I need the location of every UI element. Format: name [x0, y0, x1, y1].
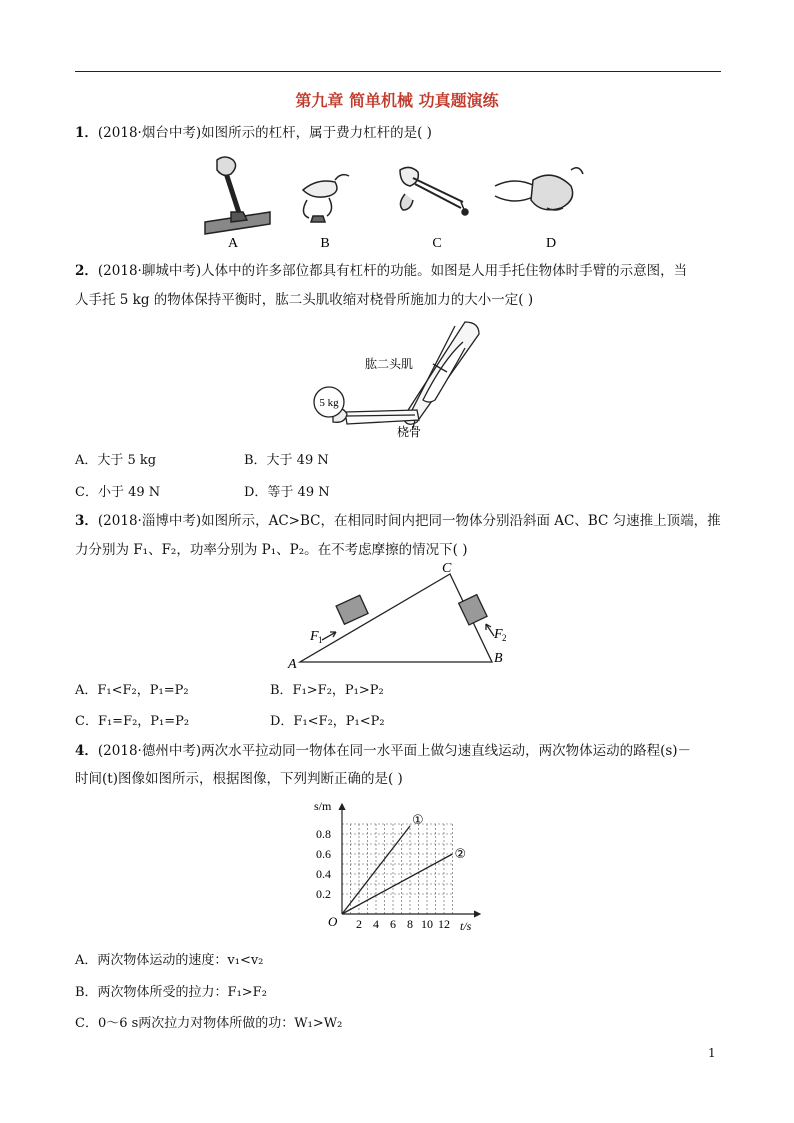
- q2-fig-bone-label: 桡骨: [397, 425, 422, 439]
- q4-graph: [310, 798, 490, 938]
- q4-line2: 时间(t)图像如图所示，根据图像，下列判断正确的是( ): [75, 771, 403, 787]
- y-tick-label: 0.4: [316, 867, 331, 881]
- q3-line2: 力分别为 F₁、F₂，功率分别为 P₁、P₂。在不考虑摩擦的情况下( ): [75, 542, 468, 558]
- x-tick-label: 6: [390, 917, 396, 931]
- q2-figure: [305, 312, 505, 442]
- q2-line1: [75, 262, 687, 280]
- page-title: 第九章 简单机械 功真题演练: [295, 91, 499, 110]
- q3-line1: [75, 512, 721, 530]
- incline-triangle: [300, 574, 492, 662]
- q2-fig-muscle-label: 肱二头肌: [365, 357, 414, 371]
- q3-number: 3．: [75, 513, 98, 529]
- origin-label: O: [328, 914, 338, 929]
- x-tick-label: 12: [438, 917, 450, 931]
- q2-number: 2．: [75, 263, 98, 279]
- q3-label-f1-sub: 1: [318, 635, 323, 645]
- q2-text-1: (2018·聊城中考)人体中的许多部位都具有杠杆的功能。如图是人用手托住物体时手臂的示意图，当: [97, 263, 688, 279]
- q4-option-c: C．0～6 s两次拉力对物体所做的功：W₁>W₂: [75, 1016, 343, 1031]
- y-tick-label: 0.6: [316, 847, 331, 861]
- lever-a-illustration: [205, 157, 270, 234]
- y-tick-label: 0.8: [316, 827, 331, 841]
- q2-option-b: B．大于 49 N: [244, 453, 329, 468]
- q4-number: 4．: [75, 743, 98, 759]
- x-tick-label: 10: [421, 917, 433, 931]
- lever-b-illustration: [303, 175, 349, 222]
- q2-option-d: D．等于 49 N: [244, 485, 330, 500]
- q1-number: 1．: [75, 125, 98, 141]
- q1-label-c: C: [432, 236, 442, 250]
- q4-option-a: A．两次物体运动的速度：v₁<v₂: [75, 953, 264, 968]
- q2-fig-mass-label: 5 kg: [319, 397, 339, 409]
- q3-option-c: C．F₁=F₂，P₁=P₂: [75, 714, 190, 729]
- series-2-label: ②: [454, 847, 467, 862]
- q4-text-1: (2018·德州中考)两次水平拉动同一物体在同一水平面上做匀速直线运动，两次物体运动的路程(s)－: [97, 743, 692, 759]
- q1-text: (2018·烟台中考)如图所示的杠杆，属于费力杠杆的是( ): [97, 125, 432, 141]
- q3-label-c: C: [442, 561, 452, 576]
- q2-option-c: C．小于 49 N: [75, 485, 161, 500]
- q1-figure: [195, 150, 595, 250]
- header-rule: [75, 71, 721, 72]
- q4-line1: [75, 742, 691, 760]
- q3-figure: [282, 560, 522, 672]
- q3-label-f2-sub: 2: [502, 633, 507, 643]
- q1-label-b: B: [320, 236, 330, 250]
- x-axis-label: t/s: [460, 919, 472, 933]
- x-tick-label: 8: [407, 917, 413, 931]
- series-1-label: ①: [412, 813, 424, 828]
- q4-option-b: B．两次物体所受的拉力：F₁>F₂: [75, 985, 267, 1000]
- q3-label-f2: F: [494, 627, 503, 642]
- x-tick-label: 4: [373, 917, 379, 931]
- q2-line2: 人手托 5 kg 的物体保持平衡时，肱二头肌收缩对桡骨所施加力的大小一定( ): [75, 292, 534, 308]
- y-tick-label: 0.2: [316, 887, 331, 901]
- q2-option-a: A．大于 5 kg: [75, 453, 157, 468]
- lever-d-illustration: [495, 168, 583, 210]
- q3-option-d: D．F₁<F₂，P₁<P₂: [270, 714, 385, 729]
- q1-line: [75, 124, 432, 142]
- q3-text-1: (2018·淄博中考)如图所示，AC>BC，在相同时间内把同一物体分别沿斜面 AC、BC 匀速推上顶端，推: [97, 513, 721, 529]
- q3-label-a: A: [288, 657, 297, 672]
- page-number: 1: [708, 1046, 716, 1060]
- q1-label-a: A: [227, 236, 239, 250]
- q3-label-b: B: [494, 651, 503, 666]
- q3-option-a: A．F₁<F₂，P₁=P₂: [75, 683, 189, 698]
- q3-option-b: B．F₁>F₂，P₁>P₂: [270, 683, 384, 698]
- y-axis-label: s/m: [314, 799, 332, 813]
- q3-label-f1: F: [310, 629, 319, 644]
- q1-label-d: D: [545, 236, 557, 250]
- lever-c-illustration: [400, 167, 468, 215]
- x-tick-label: 2: [356, 917, 362, 931]
